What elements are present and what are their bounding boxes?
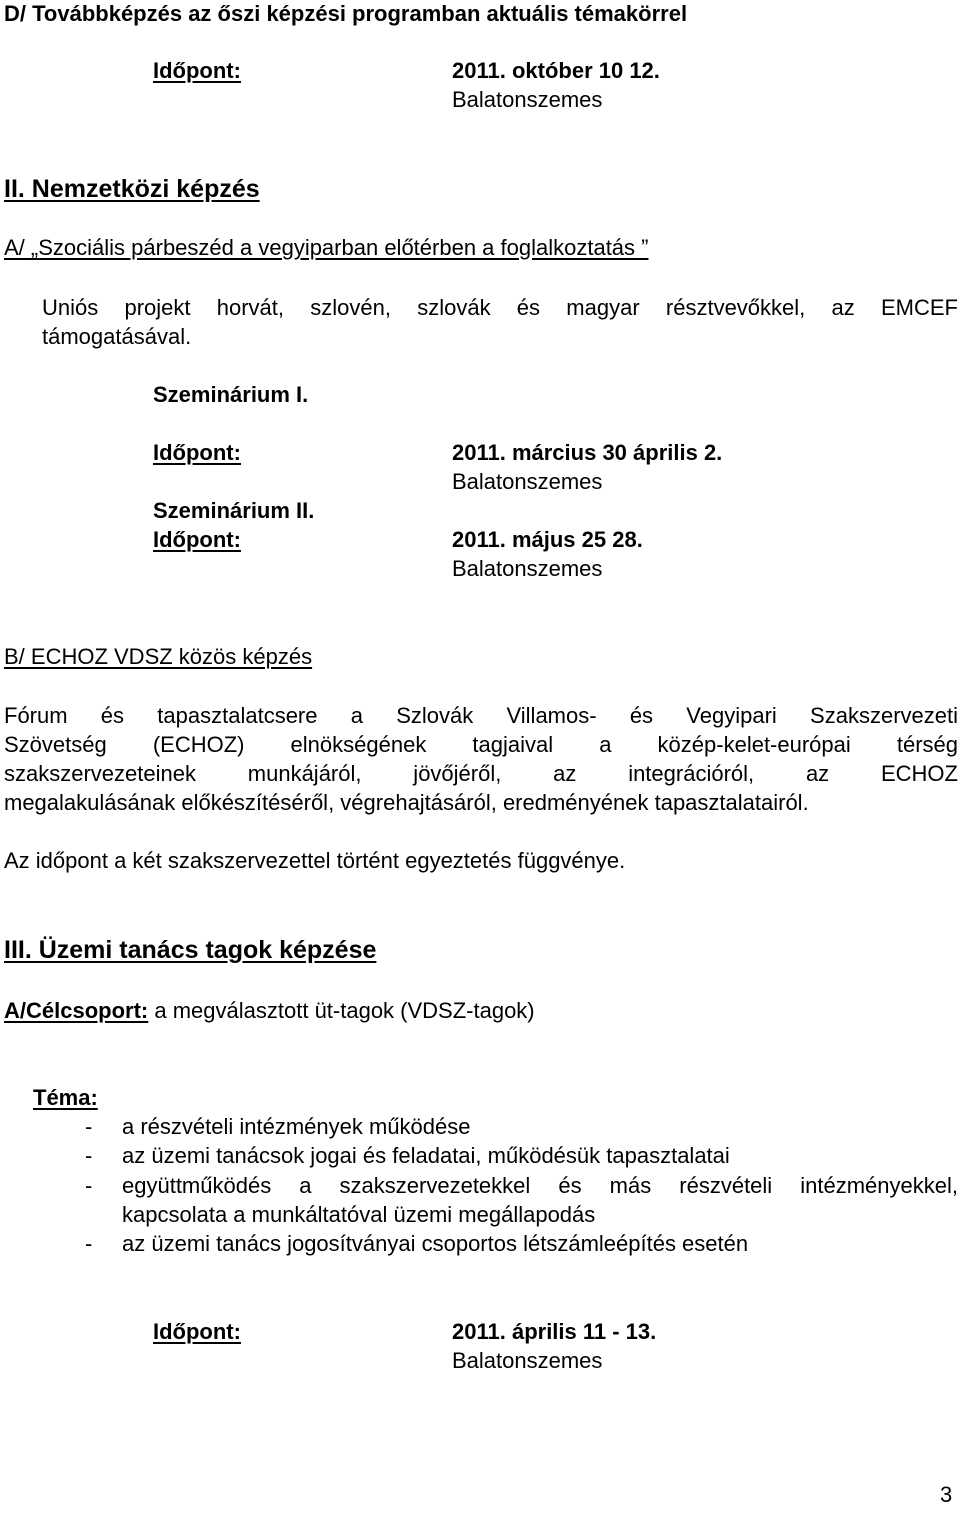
seminar-1-label: Szeminárium I.	[153, 382, 309, 407]
topic-dash: -	[85, 1143, 93, 1168]
section-ii-b-para-line-1: Fórum és tapasztalatcsere a Szlovák Villamos- és Vegyipari Szakszervezeti	[4, 703, 958, 728]
section-ii-a-desc-line2: támogatásával.	[42, 324, 192, 349]
section-d-date: 2011. október 10 12.	[452, 58, 660, 83]
seminar-1-time-label: Időpont:	[153, 440, 241, 465]
section-iii-heading: III. Üzemi tanács tagok képzése	[4, 936, 377, 964]
target-group-text: a megválasztott üt-tagok (VDSZ-tagok)	[154, 998, 535, 1023]
section-ii-b-heading: B/ ECHOZ VDSZ közös képzés	[4, 644, 313, 669]
seminar-2-place: Balatonszemes	[452, 556, 603, 581]
target-group-row	[4, 997, 535, 1025]
topic-dash: -	[85, 1173, 93, 1198]
section-ii-a-desc-line1: Uniós projekt horvát, szlovén, szlovák és magyar résztvevőkkel, az EMCEF	[42, 295, 958, 320]
target-group-label: A/Célcsoport:	[4, 998, 149, 1023]
topic-dash: -	[85, 1114, 93, 1139]
section-iii-date: 2011. április 11 - 13.	[452, 1319, 657, 1344]
seminar-2-time-label: Időpont:	[153, 527, 241, 552]
section-ii-b-note: Az időpont a két szakszervezettel történt egyeztetés függvénye.	[4, 848, 626, 873]
seminar-1-place: Balatonszemes	[452, 469, 603, 494]
section-ii-heading: II. Nemzetközi képzés	[4, 175, 260, 203]
topic-label: Téma:	[33, 1085, 98, 1110]
topic-item-3-cont: kapcsolata a munkáltatóval üzemi megállapodás	[122, 1202, 596, 1227]
topic-item-3: együttműködés a szakszervezetekkel és más részvételi intézményekkel,	[122, 1173, 958, 1198]
section-iii-time-label: Időpont:	[153, 1319, 241, 1344]
seminar-2-label: Szeminárium II.	[153, 498, 315, 523]
section-d-place: Balatonszemes	[452, 87, 603, 112]
topic-item-4: az üzemi tanács jogosítványai csoportos létszámleépítés esetén	[122, 1231, 749, 1256]
section-ii-b-para-line-2: Szövetség (ECHOZ) elnökségének tagjaival a közép-kelet-európai térség	[4, 732, 958, 757]
seminar-1-date: 2011. március 30 április 2.	[452, 440, 723, 465]
section-d-time-label: Időpont:	[153, 58, 241, 83]
seminar-2-date: 2011. május 25 28.	[452, 527, 643, 552]
section-iii-place: Balatonszemes	[452, 1348, 603, 1373]
topic-dash: -	[85, 1231, 93, 1256]
section-d-heading: D/ Továbbképzés az őszi képzési programban aktuális témakörrel	[4, 1, 688, 26]
page-number: 3	[940, 1482, 953, 1507]
topic-item-2: az üzemi tanácsok jogai és feladatai, működésük tapasztalatai	[122, 1143, 730, 1168]
section-ii-b-para-line-3: szakszervezeteinek munkájáról, jövőjéről, az integrációról, az ECHOZ	[4, 761, 958, 786]
section-ii-a-heading: A/ „Szociális párbeszéd a vegyiparban előtérben a foglalkoztatás ”	[4, 235, 649, 260]
topic-item-1: a részvételi intézmények működése	[122, 1114, 471, 1139]
section-ii-b-para-line-4: megalakulásának előkészítéséről, végrehajtásáról, eredményének tapasztalatairól.	[4, 790, 809, 815]
